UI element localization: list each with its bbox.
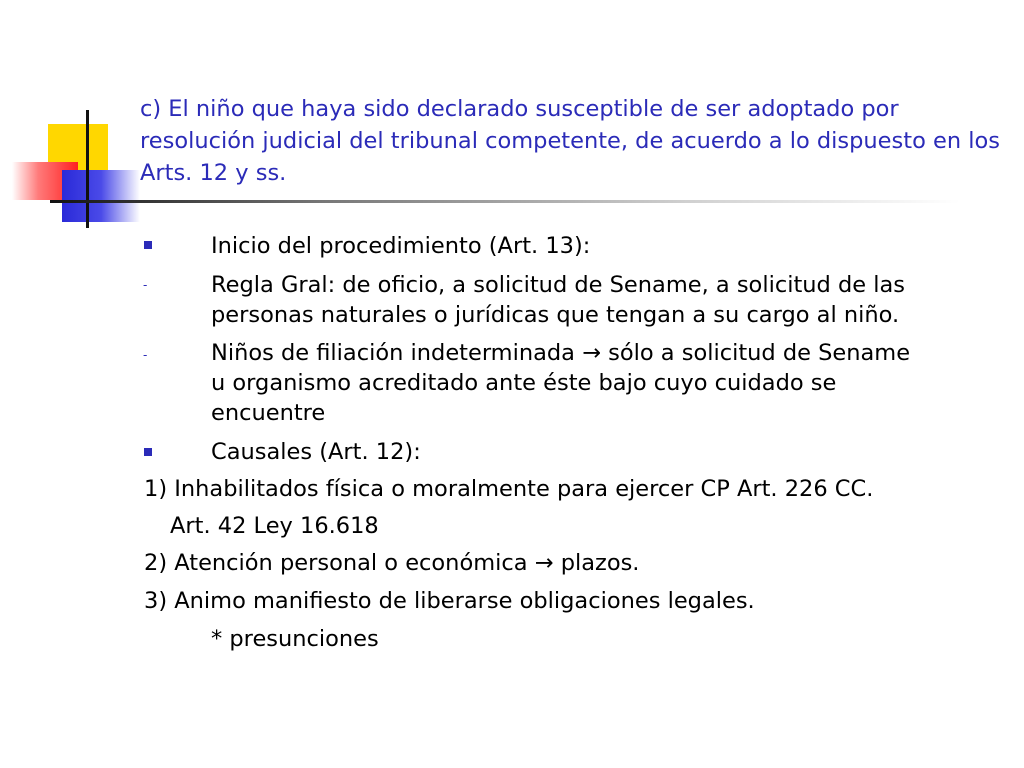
list-item-line: u organismo acreditado ante éste bajo cuyo cuidado se — [211, 370, 837, 396]
bullet-square-icon — [144, 241, 152, 249]
body-line: 3) Animo manifiesto de liberarse obligaciones legales. — [144, 588, 755, 614]
bullet-dash-icon: - — [143, 348, 148, 362]
body-line: 1) Inhabilitados física o moralmente para ejercer CP Art. 226 CC. — [144, 476, 874, 502]
slide-title: c) El niño que haya sido declarado susceptible de ser adoptado por resolución judicial del tribunal competente, de acuerdo a lo dispuesto en los Arts. 12 y ss. — [140, 96, 1000, 186]
body-line: * presunciones — [211, 626, 379, 652]
body-line: 2) Atención personal o económica → plazos. — [144, 550, 640, 576]
list-item-line: personas naturales o jurídicas que tengan a su cargo al niño. — [211, 302, 900, 328]
list-item-line: Regla Gral: de oficio, a solicitud de Sename, a solicitud de las — [211, 272, 905, 298]
bullet-dash-icon: - — [143, 278, 148, 292]
list-item-line: Inicio del procedimiento (Art. 13): — [211, 233, 591, 259]
body-line: Art. 42 Ley 16.618 — [170, 513, 379, 539]
bullet-square-icon — [144, 448, 152, 456]
list-item-line: encuentre — [211, 400, 326, 426]
list-item-line: Causales (Art. 12): — [211, 439, 421, 465]
list-item-line: Niños de filiación indeterminada → sólo a solicitud de Sename — [211, 340, 911, 366]
